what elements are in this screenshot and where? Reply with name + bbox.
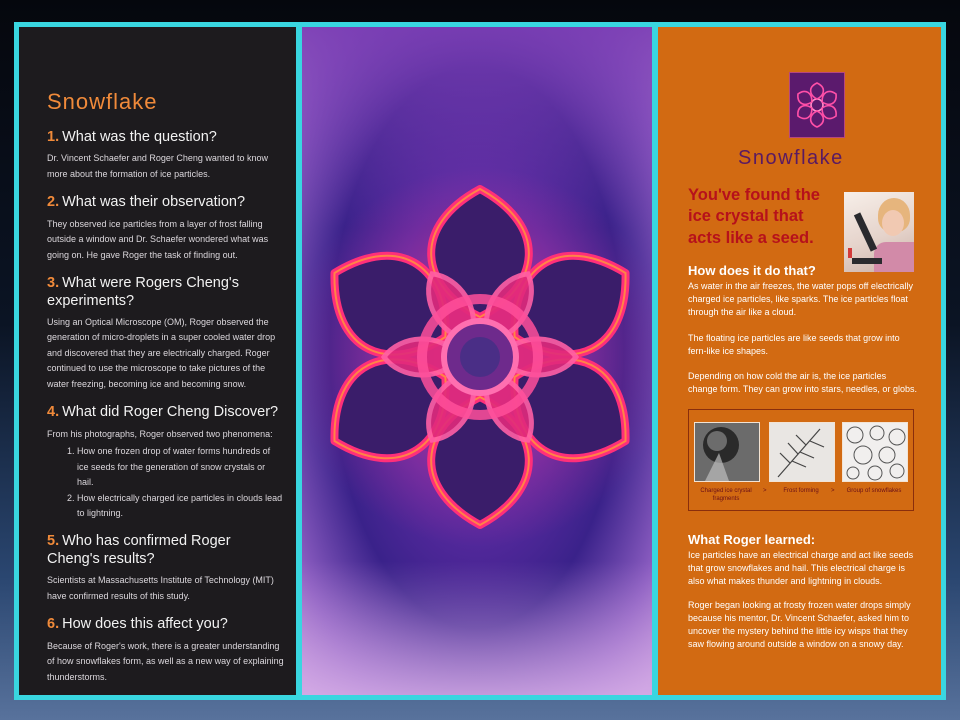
snowflake-group-photo (842, 422, 908, 482)
charged-fragments-photo (694, 422, 760, 482)
brochure (14, 22, 946, 700)
section-experiments (47, 275, 284, 392)
learned-paragraph: Ice particles have an electrical charge and act like seeds that grow snowflakes and hail. This electrical charge is also what makes thunder and lightning in clouds. (688, 550, 914, 587)
section-heading: 3. What were Rogers Cheng's experiments? (47, 275, 239, 309)
brand-title: Snowflake (47, 89, 158, 114)
student-microscope-photo (844, 192, 914, 272)
section-heading: 1. What was the question? (47, 129, 217, 145)
section-text: Because of Roger's work, there is a greater understanding of how snowflakes form, as well as a new way of explaining thunderstorms. (47, 640, 284, 682)
caption-charged: Charged ice crystal fragments (700, 488, 752, 502)
section-heading: 6. How does this affect you? (47, 616, 228, 633)
section-impact (47, 616, 284, 685)
section-text: From his photographs, Roger observed two phenomena: (47, 428, 273, 439)
caption-separator: > (763, 488, 767, 494)
caption-frost: Frost forming (783, 488, 819, 494)
section-heading: 4. What did Roger Cheng Discover? (47, 404, 279, 421)
learned-paragraph: Roger began looking at frosty frozen water drops simply because his mentor, Dr. Vincent Schaefer, asked him to uncover the mystery behind the little icy wisps that they saw flowing around outside a window on a snowy day. (688, 600, 911, 650)
how-heading: How does it do that? (688, 263, 816, 278)
frost-forming-photo (769, 422, 835, 482)
section-heading: 5. Who has confirmed Roger Cheng's results? (47, 533, 231, 567)
section-text: Scientists at Massachusetts Institute of Technology (MIT) have confirmed results of this study. (47, 575, 274, 601)
right-title: Snowflake (738, 147, 844, 169)
section-text: Using an Optical Microscope (OM), Roger observed the generation of micro-droplets in a super cooled water drop and discovered that they are electrically charged. Roger continued to use the microscope to take pictures of the water freezing, becoming ice and becoming snow. (47, 316, 276, 389)
snowflake-crystal-image (302, 27, 652, 695)
learned-heading: What Roger learned: (688, 532, 816, 547)
right-panel (658, 27, 941, 695)
caption-group: Group of snowflakes (846, 488, 902, 494)
caption-separator: > (831, 488, 835, 494)
left-panel (19, 27, 296, 695)
crystal-photos (688, 409, 914, 511)
how-paragraph: The floating ice particles are like seeds that grow into fern-like ice shapes. (688, 333, 900, 357)
section-confirmation (47, 533, 284, 604)
list-item: 1. How one frozen drop of water forms hundreds of ice seeds for the generation of snow crystals or hail. (77, 444, 284, 490)
section-observation (47, 194, 284, 263)
snowflake-logo-icon (789, 72, 845, 138)
section-heading: 2. What was their observation? (47, 194, 246, 211)
discovery-list (47, 444, 284, 521)
list-item: 2. How electrically charged ice particles in clouds lead to lightning. (77, 491, 284, 522)
section-text: They observed ice particles from a layer of frost falling outside a window and Dr. Schaefer wondered what was going on. He gave Roger the task of finding out. (47, 218, 269, 260)
snowflake-crystal-art (302, 27, 652, 695)
headline: You've found the ice crystal that acts like a seed. (688, 186, 820, 247)
how-paragraph: Depending on how cold the air is, the ice particles change form. They can grow into stars, needles, or globs. (688, 371, 917, 395)
section-question (47, 129, 284, 182)
how-paragraph: As water in the air freezes, the water pops off electrically charged ice particles, like sparks. The ice particles float through the air like a cloud. (688, 281, 913, 318)
section-text: Dr. Vincent Schaefer and Roger Cheng wanted to know more about the formation of ice particles. (47, 153, 268, 179)
section-discovery (47, 404, 284, 521)
